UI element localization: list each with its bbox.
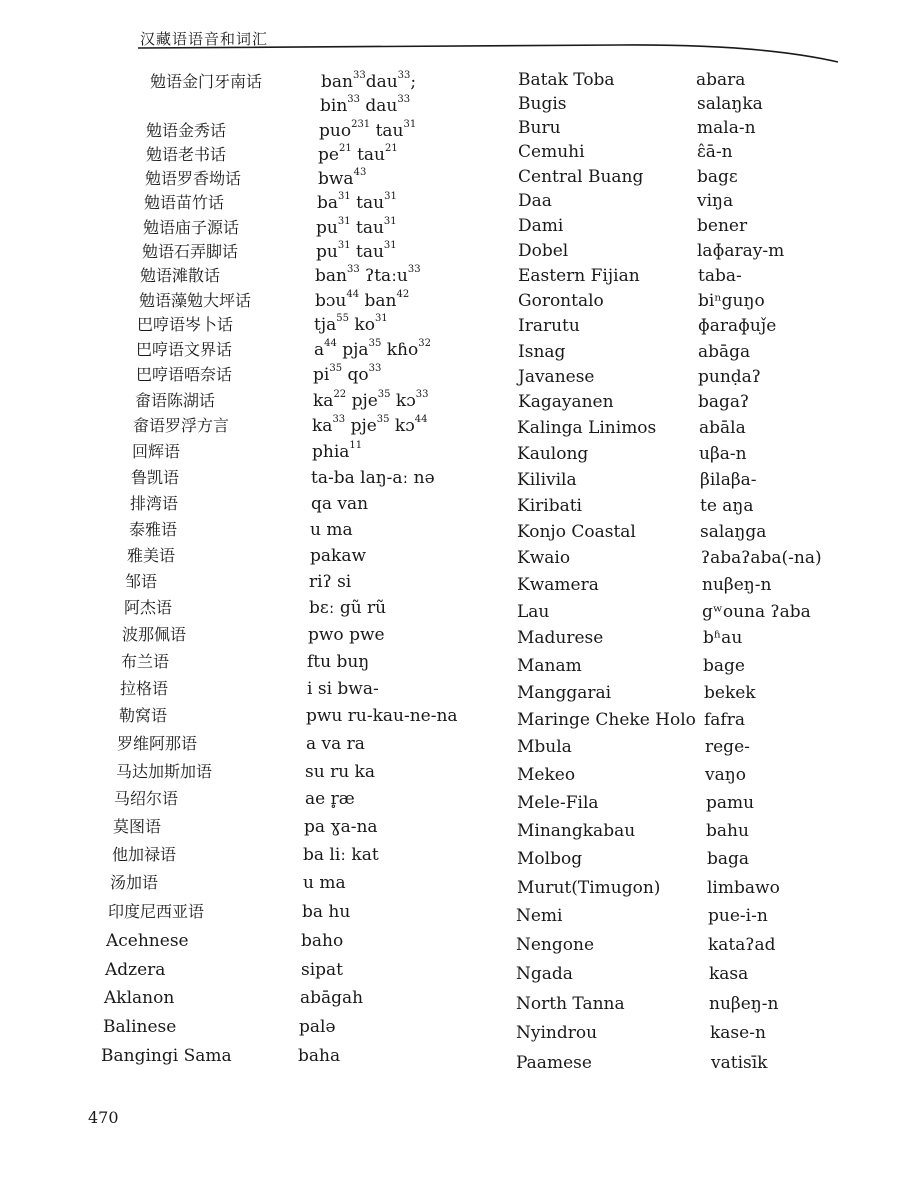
language-name: 畲语陈湖话 xyxy=(135,391,216,410)
word-form: ftu buŋ xyxy=(307,652,370,672)
language-name: Nyindrou xyxy=(516,1023,598,1043)
word-form: palə xyxy=(299,1017,336,1037)
language-name: Bugis xyxy=(518,94,567,114)
language-name: 勉语藻勉大坪话 xyxy=(139,291,252,310)
language-name: Adzera xyxy=(105,960,166,980)
language-name: Mele-Fila xyxy=(517,793,599,813)
language-name: 罗维阿那语 xyxy=(117,734,198,753)
word-form: sipat xyxy=(301,960,344,980)
word-form: bʱau xyxy=(703,628,743,648)
language-name: 勒窝语 xyxy=(119,706,168,725)
language-name: Isnag xyxy=(518,342,566,362)
word-form: abara xyxy=(696,70,746,90)
language-name: 马绍尔语 xyxy=(114,789,179,808)
language-name: 勉语老书话 xyxy=(146,145,227,164)
language-name: Paamese xyxy=(516,1053,592,1073)
language-name: 拉格语 xyxy=(120,679,169,698)
language-name: Cemuhi xyxy=(518,142,585,162)
word-form: rege- xyxy=(705,737,750,757)
language-name: Kiribati xyxy=(517,496,582,516)
word-form: ban$^{33}$ ʔtaːu$^{33}$ xyxy=(315,264,421,286)
word-form: a va ra xyxy=(306,734,365,754)
language-name: Kilivila xyxy=(517,470,577,490)
language-name: North Tanna xyxy=(516,994,625,1014)
language-name: 阿杰语 xyxy=(124,598,173,617)
word-form: laɸaray-m xyxy=(697,241,785,261)
word-form: salaŋga xyxy=(700,522,767,542)
language-name: 勉语石弄脚话 xyxy=(142,242,239,261)
language-name: 勉语金秀话 xyxy=(146,121,227,140)
language-name: 勉语罗香坳话 xyxy=(145,169,242,188)
word-form: ae r̥æ xyxy=(305,789,355,809)
word-form: vaŋo xyxy=(705,765,746,785)
language-name: 印度尼西亚语 xyxy=(108,902,205,921)
language-name: Central Buang xyxy=(518,167,644,187)
word-form: $a^{44}$ pja$^{35}$ kɦo$^{32}$ xyxy=(314,338,431,360)
word-form: $pu^{31}$ tau$^{31}$ xyxy=(316,240,397,262)
language-name: 回辉语 xyxy=(132,442,181,461)
word-form: ban$^{33}$dau$^{33}$; xyxy=(321,70,417,92)
word-form: biⁿguŋo xyxy=(698,291,765,311)
word-form: ta-ba laŋ-aː nə xyxy=(311,468,435,488)
word-form: ba hu xyxy=(302,902,351,922)
language-name: Madurese xyxy=(517,628,604,648)
word-form: phia$^{11}$ xyxy=(312,440,363,462)
word-form: βilaβa- xyxy=(700,470,757,490)
language-name: 勉语金门牙南话 xyxy=(150,72,263,91)
word-form: $pu^{31}$ tau$^{31}$ xyxy=(316,216,397,238)
language-name: 排湾语 xyxy=(130,494,179,513)
word-form: $ba^{31}$ tau$^{31}$ xyxy=(317,191,397,213)
word-form: ʔabaʔaba(-na) xyxy=(701,548,822,568)
word-form: i si bwa- xyxy=(307,679,379,699)
language-name: 巴哼语文界话 xyxy=(136,340,233,359)
language-name: 莫图语 xyxy=(113,817,162,836)
language-name: 他加禄语 xyxy=(112,845,177,864)
word-form: pwo pwe xyxy=(308,625,385,645)
word-form: baho xyxy=(301,931,344,951)
language-name: Bangingi Sama xyxy=(101,1046,232,1066)
header-rule xyxy=(0,0,900,80)
word-form: bwa$^{43}$ xyxy=(318,167,367,189)
word-form: baha xyxy=(298,1046,341,1066)
language-name: Lau xyxy=(517,602,550,622)
language-name: Molbog xyxy=(517,849,583,869)
language-name: 波那佩语 xyxy=(122,625,187,644)
language-name: 巴哼语唔奈话 xyxy=(136,365,233,384)
word-form: baga xyxy=(707,849,750,869)
language-name: Minangkabau xyxy=(517,821,636,841)
language-name: Javanese xyxy=(518,367,595,387)
word-form: pakaw xyxy=(310,546,367,566)
word-form: u ma xyxy=(310,520,353,540)
word-form: ɛ̂ā-n xyxy=(697,142,733,162)
language-name: 鲁凯语 xyxy=(131,468,180,487)
language-name: Dobel xyxy=(518,241,569,261)
language-name: Kwaio xyxy=(517,548,571,568)
language-name: Kwamera xyxy=(517,575,599,595)
language-name: 巴哼语岑卜话 xyxy=(137,315,234,334)
language-name: 泰雅语 xyxy=(129,520,178,539)
language-name: Kalinga Linimos xyxy=(517,418,657,438)
word-form: viŋa xyxy=(697,191,734,211)
language-name: Balinese xyxy=(103,1017,177,1037)
language-name: 邹语 xyxy=(125,572,158,591)
word-form: bɛː gũ rũ xyxy=(309,598,387,618)
language-name: Maringe Cheke Holo xyxy=(517,710,696,730)
word-form: kasa xyxy=(709,964,749,984)
word-form: bener xyxy=(697,216,748,236)
word-form: nuβeŋ-n xyxy=(702,575,772,595)
word-form: uβa-n xyxy=(699,444,747,464)
word-form: abāgah xyxy=(300,988,364,1008)
language-name: Irarutu xyxy=(518,316,580,336)
language-name: Aklanon xyxy=(104,988,175,1008)
language-name: 马达加斯加语 xyxy=(116,762,213,781)
word-form: tja$^{55}$ $ko^{31}$ xyxy=(314,313,388,335)
language-name: 勉语滩散话 xyxy=(140,266,221,285)
language-name: Konjo Coastal xyxy=(517,522,636,542)
language-name: 勉语苗竹话 xyxy=(144,193,225,212)
language-name: Kagayanen xyxy=(518,392,614,412)
word-form: $ka^{22}$ pje$^{35}$ kɔ$^{33}$ xyxy=(313,389,429,411)
word-form: pa ɣa-na xyxy=(304,817,378,837)
word-form: pamu xyxy=(706,793,755,813)
word-form: taba- xyxy=(698,266,742,286)
word-form: kase-n xyxy=(710,1023,766,1043)
word-form: gʷouna ʔaba xyxy=(702,602,811,622)
language-name: Murut(Timugon) xyxy=(517,878,661,898)
language-name: 汤加语 xyxy=(110,873,159,892)
language-name: Daa xyxy=(518,191,552,211)
word-form: punḍaʔ xyxy=(698,367,761,387)
running-header-title: 汉藏语语音和词汇 xyxy=(140,30,269,48)
language-name: 畲语罗浮方言 xyxy=(133,416,230,435)
word-form: bin$^{33}$ dau$^{33}$ xyxy=(320,94,411,116)
language-name: Dami xyxy=(518,216,564,236)
language-name: Mbula xyxy=(517,737,572,757)
word-form: ba liː kat xyxy=(303,845,379,865)
word-form: bahu xyxy=(706,821,749,841)
word-form: puo$^{231}$ tau$^{31}$ xyxy=(319,119,417,141)
word-form: fafra xyxy=(704,710,745,730)
language-name: 布兰语 xyxy=(121,652,170,671)
language-name: 雅美语 xyxy=(127,546,176,565)
language-name: Acehnese xyxy=(106,931,189,951)
word-form: limbawo xyxy=(707,878,780,898)
word-form: $ka^{33}$ pje$^{35}$ kɔ$^{44}$ xyxy=(312,414,428,436)
language-name: Buru xyxy=(518,118,561,138)
word-form: u ma xyxy=(303,873,346,893)
word-form: te aŋa xyxy=(700,496,754,516)
word-form: mala-n xyxy=(697,118,756,138)
language-name: Manam xyxy=(517,656,582,676)
word-form: bɔu$^{44}$ ban$^{42}$ xyxy=(315,289,410,311)
word-form: pwu ru-kau-ne-na xyxy=(306,706,458,726)
word-form: pue-i-n xyxy=(708,906,768,926)
language-name: Nengone xyxy=(516,935,595,955)
word-form: kataʔad xyxy=(708,935,776,955)
language-name: Mekeo xyxy=(517,765,576,785)
word-form: $pe^{21}$ tau$^{21}$ xyxy=(318,143,398,165)
word-form: $pi^{35}$ $qo^{33}$ xyxy=(313,363,382,385)
word-form: riʔ si xyxy=(309,572,352,592)
word-form: bekek xyxy=(704,683,756,703)
language-name: Ngada xyxy=(516,964,573,984)
word-form: su ru ka xyxy=(305,762,375,782)
word-form: abāla xyxy=(699,418,746,438)
word-form: salaŋka xyxy=(697,94,763,114)
word-form: qa van xyxy=(311,494,369,514)
language-name: Batak Toba xyxy=(518,70,615,90)
language-name: Nemi xyxy=(516,906,563,926)
word-form: bagaʔ xyxy=(698,392,750,412)
language-name: Gorontalo xyxy=(518,291,604,311)
language-name: 勉语庙子源话 xyxy=(143,218,240,237)
language-name: Manggarai xyxy=(517,683,612,703)
word-form: abāga xyxy=(698,342,751,362)
language-name: Kaulong xyxy=(517,444,589,464)
page-number: 470 xyxy=(88,1108,119,1127)
word-form: nuβeŋ-n xyxy=(709,994,779,1014)
language-name: Eastern Fijian xyxy=(518,266,640,286)
word-form: bage xyxy=(703,656,745,676)
word-form: vatisīk xyxy=(711,1053,768,1073)
word-form: bagɛ xyxy=(697,167,738,187)
word-form: ɸaraɸuǰe xyxy=(698,316,777,336)
